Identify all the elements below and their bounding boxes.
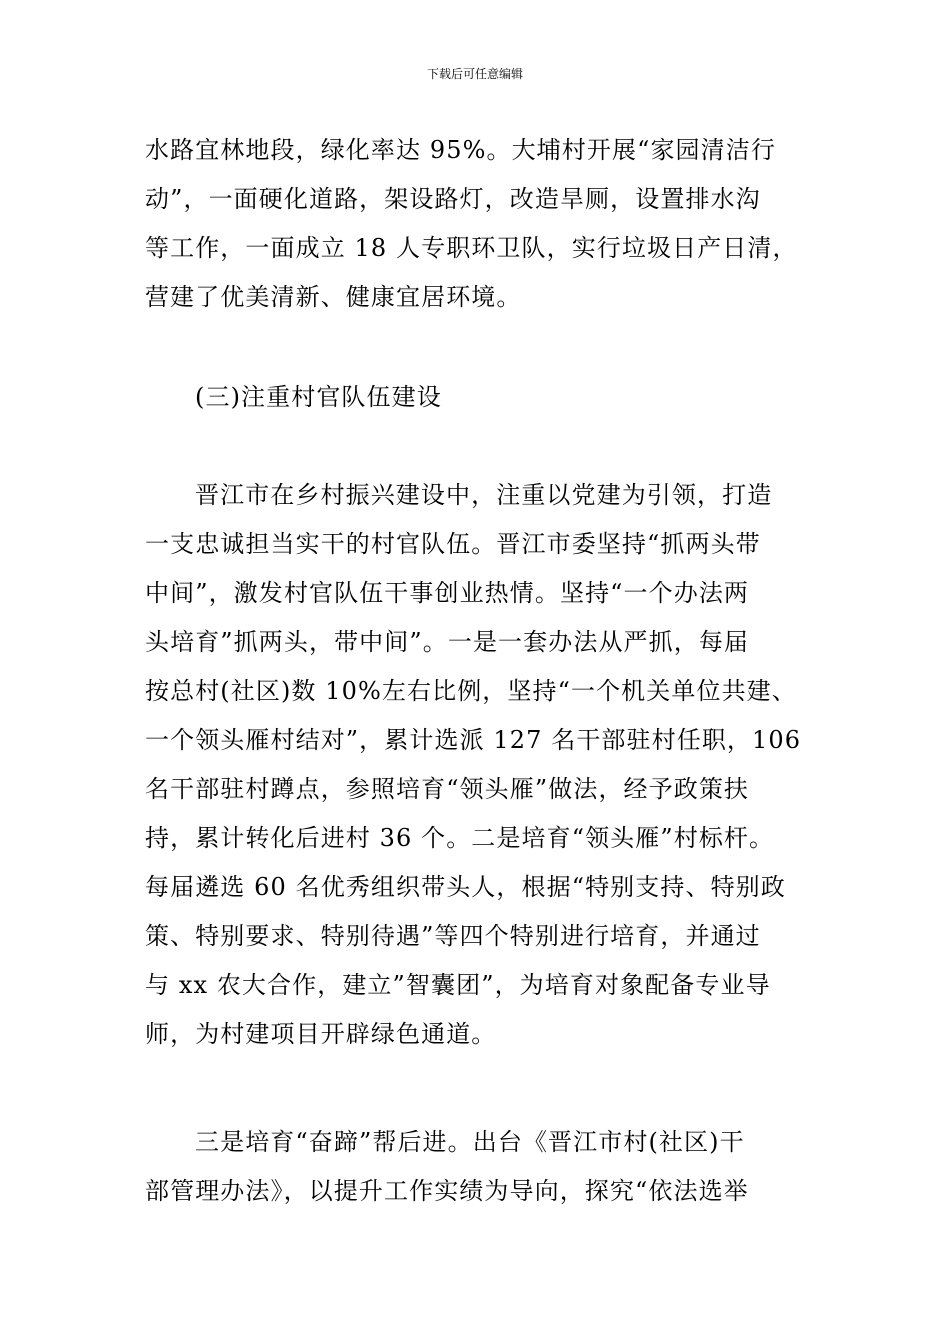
text-line: 部管理办法》，以提升工作实绩为导向，探究“依法选举 [145, 1177, 749, 1205]
section-heading [145, 373, 810, 422]
text-line: 一个领头雁村结对”，累计选派 127 名干部驻村任职，106 [145, 726, 802, 754]
text-line: 名干部驻村蹲点，参照培育“领头雁”做法，经予政策扶 [145, 775, 750, 803]
text-line: 头培育”抓两头，带中间”。一是一套办法从严抓，每届 [145, 628, 750, 656]
paragraph-village-officials [145, 471, 810, 1059]
text-line: 三是培育“奋蹄”帮后进。出台《晋江市村(社区)干 [195, 1128, 745, 1156]
text-line: 与 xx 农大合作，建立”智囊团”，为培育对象配备专业导 [145, 971, 771, 999]
text-line: 营建了优美清新、健康宜居环境。 [145, 283, 522, 311]
text-line: 等工作，一面成立 18 人专职环卫队，实行垃圾日产日清， [145, 234, 798, 262]
text-line: 晋江市在乡村振兴建设中，注重以党建为引领，打造 [195, 481, 773, 509]
text-line: 师，为村建项目开辟绿色通道。 [145, 1020, 497, 1048]
text-line: 每届遴选 60 名优秀组织带头人，根据“特别支持、特别政 [145, 873, 786, 901]
text-line: 水路宜林地段，绿化率达 95%。大埔村开展“家园清洁行 [145, 136, 776, 164]
text-line: 一支忠诚担当实干的村官队伍。晋江市委坚持“抓两头带 [145, 530, 761, 558]
text-line: 动”，一面硬化道路，架设路灯，改造旱厕，设置排水沟 [145, 185, 761, 213]
paragraph-cultivate-laggards [145, 1118, 810, 1216]
text-line: 持，累计转化后进村 36 个。二是培育“领头雁”村标杆。 [145, 824, 775, 852]
text-line: 策、特别要求、特别待遇”等四个特别进行培育，并通过 [145, 922, 761, 950]
section-heading-text: (三)注重村官队伍建设 [195, 383, 442, 411]
paragraph-greening [145, 126, 810, 322]
text-line: 中间”，激发村官队伍干事创业热情。坚持“一个办法两 [145, 579, 750, 607]
text-line: 按总村(社区)数 10%左右比例，坚持“一个机关单位共建、 [145, 677, 797, 705]
page-header-note: 下载后可任意编辑 [426, 67, 523, 81]
